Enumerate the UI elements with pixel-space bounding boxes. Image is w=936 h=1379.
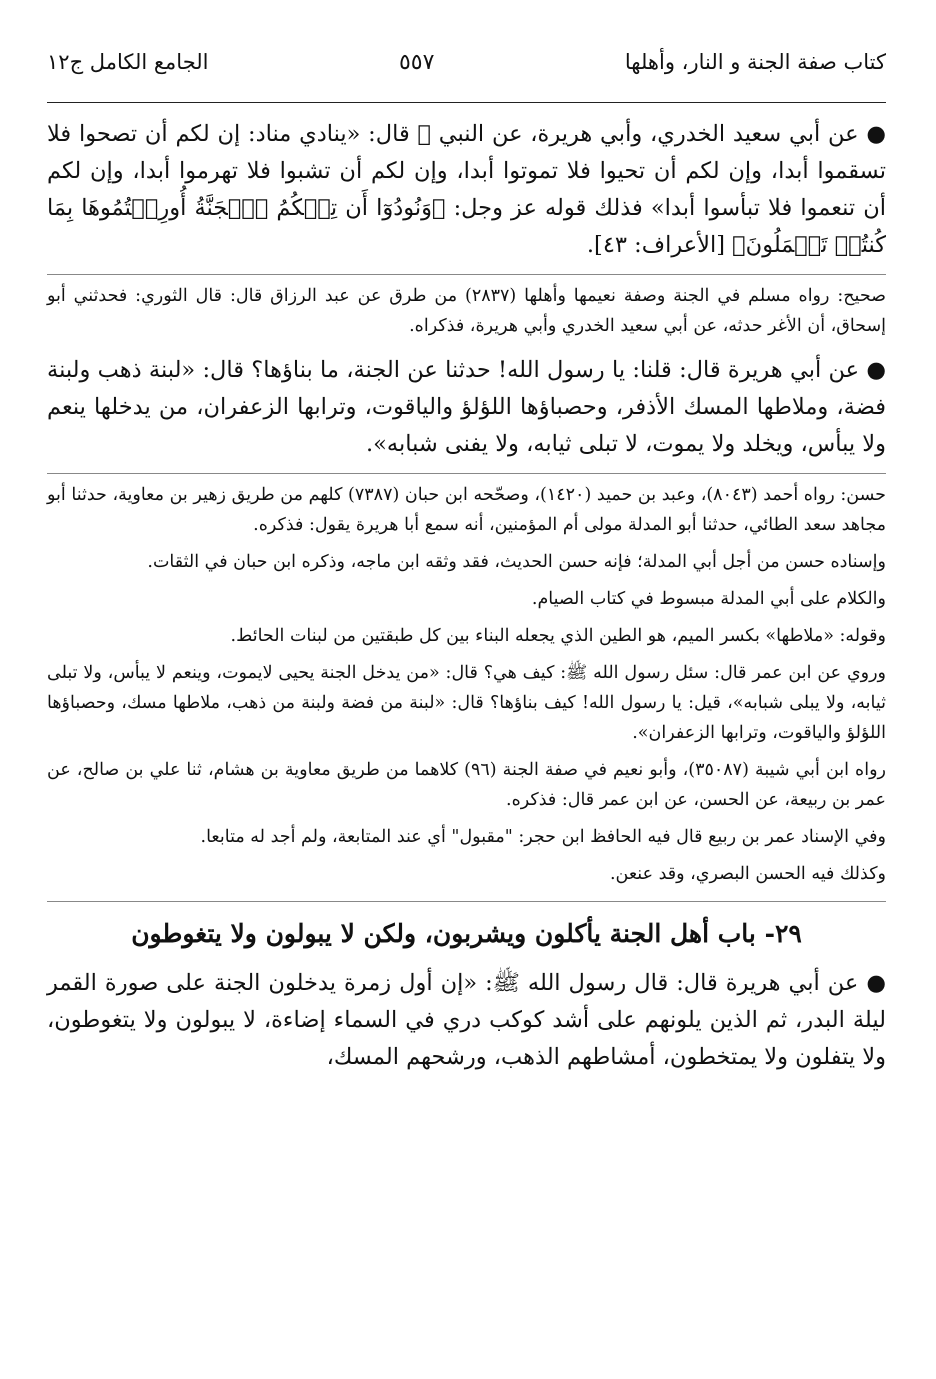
commentary-note: وكذلك فيه الحسن البصري، وقد عنعن. [609,864,886,884]
running-header [47,0,886,103]
commentary-note: رواه ابن أبي شيبة (٣٥٠٨٧)، وأبو نعيم في صفة الجنة (٩٦) كلاهما من طريق معاوية بن هشام، ثنا علي بن صالح، عن عمر بن ربيعة، عن الحسن، عن ابن عمر قال: فذكره. [47,760,886,810]
commentary-note: وفي الإسناد عمر بن ربيع قال فيه الحافظ ابن حجر: "مقبول" أي عند المتابعة، ولم أجد له متابعا. [200,827,886,847]
page-content [47,103,886,1080]
takhrij-note: صحيح: رواه مسلم في الجنة وصفة نعيمها وأهلها (٢٨٣٧) من طرق عن عبد الرزاق قال: قال الثوري: فحدثني أبو إسحاق، أن الأغر حدثه، عن أبي سعيد الخدري وأبي هريرة، فذكراه. [47,274,886,345]
hadith-text: ● عن أبي هريرة قال: قلنا: يا رسول الله! حدثنا عن الجنة، ما بناؤها؟ قال: «لبنة ذهب ولبنة فضة، وملاطها المسك الأذفر، وحصباؤها اللؤلؤ والياقوت، وترابها الزعفران، من يدخلها ينعم ولا يبأس، ويخلد ولا يموت، لا تبلى ثيابه، ولا يفنى شبابه». [47,357,886,457]
commentary-note: وإسناده حسن من أجل أبي المدلة؛ فإنه حسن الحديث، فقد وثقه ابن ماجه، وذكره ابن حبان في الثقات. [147,552,886,572]
commentary-note: والكلام على أبي المدلة مبسوط في كتاب الصيام. [531,589,886,609]
header-book-title: الجامع الكامل ج١٢ [47,50,209,74]
commentary-note: وقوله: «ملاطها» بكسر الميم، هو الطين الذي يجعله البناء بين كل طبقتين من لبنات الحائط. [230,626,886,646]
page-number: ٥٥٧ [398,50,435,75]
hadith-text: ● عن أبي سعيد الخدري، وأبي هريرة، عن النبي ﷺ قال: «ينادي مناد: إن لكم أن تصحوا فلا تسقموا أبدا، وإن لكم أن تحيوا فلا تموتوا أبدا، وإن لكم أن تشبوا فلا تهرموا أبدا، وإن لكم أن تنعموا فلا تبأسوا أبدا» فذلك قوله عز وجل: ﴿وَنُودُوٓا أَن تِلۡكُمُ ٱلۡجَنَّةُ أُورِثۡتُمُوهَا بِمَا كُنتُمۡ تَعۡمَلُونَ﴾ [الأعراف: ٤٣]. [47,121,886,258]
hadith-text: ● عن أبي هريرة قال: قال رسول الله ﷺ: «إن أول زمرة يدخلون الجنة على صورة القمر ليلة البدر، ثم الذين يلونهم على أشد كوكب دري في السماء إضاءة، لا يبولون ولا يتغوطون، ولا يتفلون ولا يمتخطون، أمشاطهم الذهب، ورشحهم المسك، [47,970,886,1070]
chapter-heading: ٢٩- باب أهل الجنة يأكلون ويشربون، ولكن لا يبولون ولا يتغوطون [47,901,886,958]
commentary-note: وروي عن ابن عمر قال: سئل رسول الله ﷺ: كيف هي؟ قال: «من يدخل الجنة يحيى لايموت، وينعم لا يبأس، ولا تبلى ثيابه، ولا يبلى شبابه»، قيل: يا رسول الله! كيف بناؤها؟ قال: «لبنة من فضة ولبنة من ذهب، ملاطها مسك، وحصباؤها اللؤلؤ والياقوت، وترابها الزعفران». [47,663,886,743]
header-chapter-title: كتاب صفة الجنة و النار، وأهلها [624,50,886,74]
takhrij-note: حسن: رواه أحمد (٨٠٤٣)، وعبد بن حميد (١٤٢٠)، وصحّحه ابن حبان (٧٣٨٧) كلهم من طريق زهير بن معاوية، حدثنا أبو مجاهد سعد الطائي، حدثنا أبو المدلة مولى أم المؤمنين، أنه سمع أبا هريرة يقول: فذكره. [47,473,886,544]
